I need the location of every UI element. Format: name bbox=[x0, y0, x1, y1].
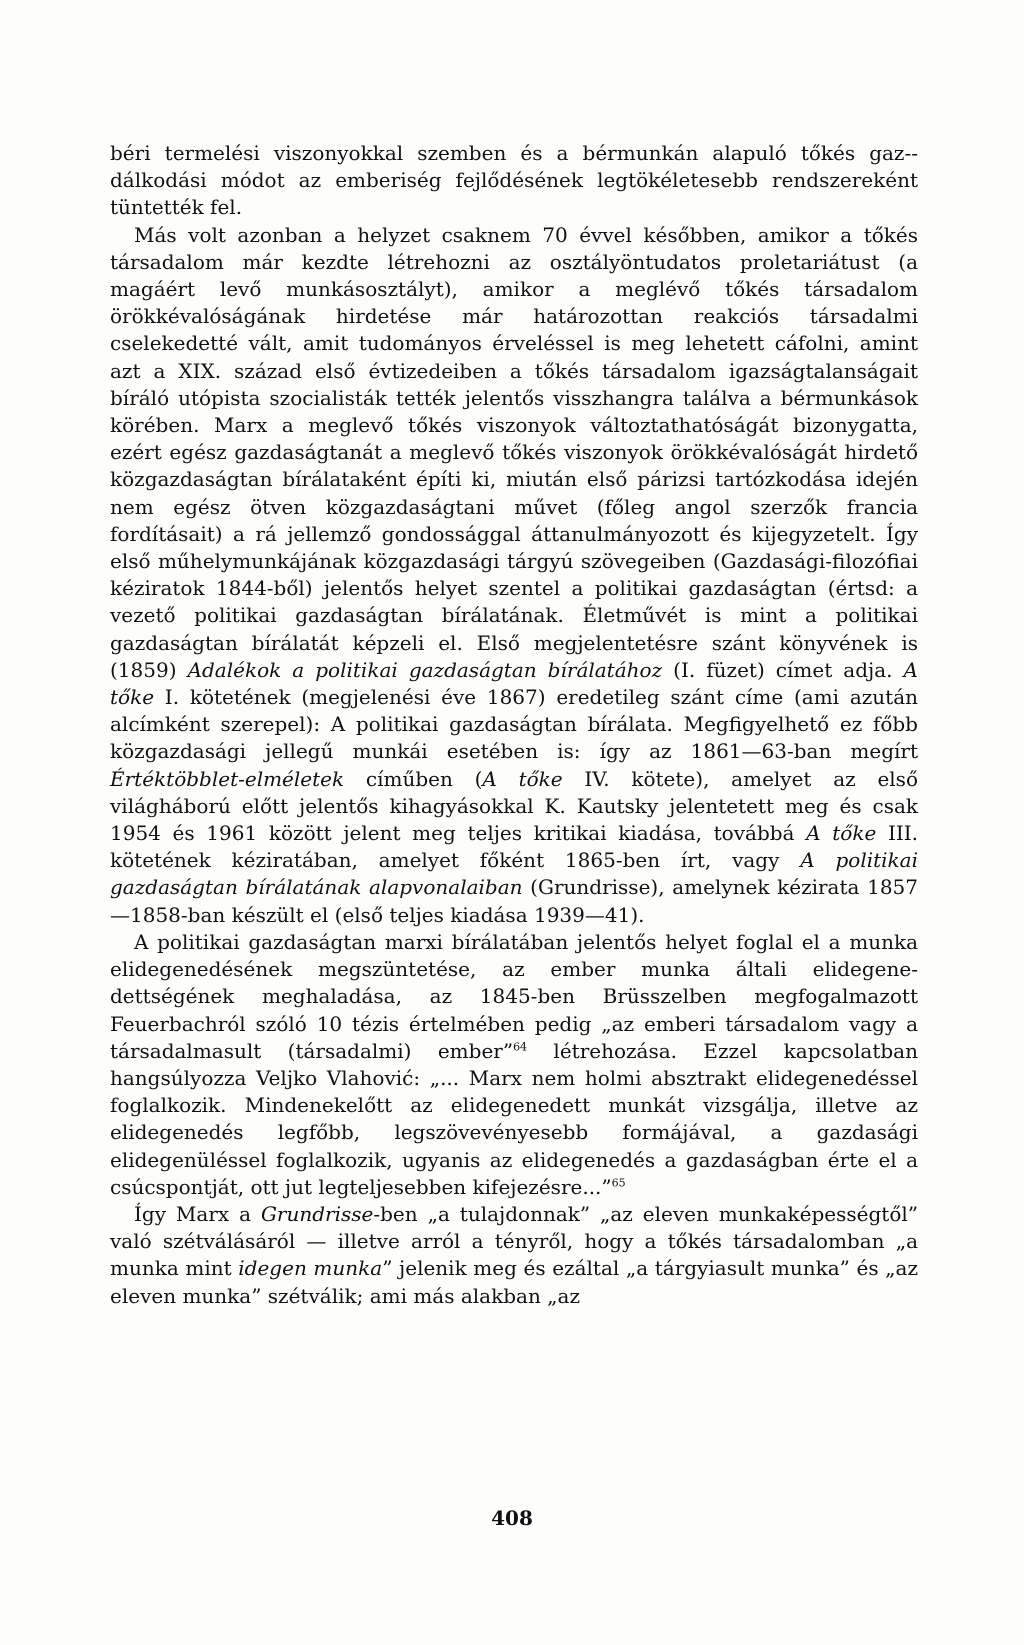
italic-title: A tőke bbox=[110, 657, 918, 710]
italic-title: idegen munka bbox=[238, 1256, 383, 1281]
page-number: 408 bbox=[491, 1506, 533, 1530]
text-run: béri termelési viszonyokkal szemben és a bérmunkán alapuló tőkés gaz-dálkodási módot az emberiség fejlődésének legtökéletesebb rendszereként tüntették fel. bbox=[110, 141, 918, 220]
footnote-reference: 64 bbox=[513, 1040, 528, 1054]
text-run: I. kötetének (megjelenési éve 1867) eredetileg szánt címe (ami azután alcímként szerepel): A politikai gazdaságtan bírálata. Megfigyelhető ez főbb közgazdasági jellegű munkái esetében is: így az 1861—63-ban megírt bbox=[110, 685, 918, 764]
italic-title: A tőke bbox=[482, 766, 563, 791]
paragraph bbox=[110, 222, 918, 929]
text-run: (I. füzet) címet adja. bbox=[662, 657, 904, 682]
italic-title: A tőke bbox=[806, 821, 877, 846]
italic-title: Grundrisse bbox=[260, 1201, 374, 1226]
text-run: címűben ( bbox=[344, 766, 483, 791]
paragraph bbox=[110, 140, 918, 222]
text-run: IV. kötete), amelyet az első világháború előtt jelentős kihagyásokkal K. Kautsky jelentetett meg és csak 1954 és 1961 között jelent meg teljes kritikai kiadása, továbbá bbox=[110, 766, 918, 846]
italic-title: Adalékok a politikai gazdaságtan bírálatához bbox=[187, 657, 663, 682]
text-run: -ben „a tulajdonnak” „az eleven munkaképességtől” való szétválásáról — illetve arról a tényről, hogy a tőkés társadalomban „a munka mint bbox=[110, 1201, 919, 1281]
paragraph bbox=[110, 929, 918, 1201]
text-run: (Grundrisse), amelynek kézirata 1857—1858-ban készült el (első teljes kiadása 1939—41). bbox=[110, 875, 918, 927]
footnote-reference: 65 bbox=[611, 1176, 626, 1190]
italic-title: Értéktöbblet-elméletek bbox=[110, 766, 345, 791]
text-run: létrehozása. Ezzel kapcsolatban hangsúlyozza Veljko Vlahović: „... Marx nem holmi absztrakt elidegenedéssel foglalkozik. Mindenekelőtt az elidegenedett munkát vizsgálja, illetve az elidegenedés legfőbb, legszövevényesebb formájával, a gazdasági elidegenüléssel foglalkozik, ugyanis az elidegenedés a gazdaságban érte el a csúcspontját, ott jut legteljesebben kifejezésre...” bbox=[110, 1038, 918, 1199]
paragraph bbox=[110, 1201, 918, 1310]
text-run: III. kötetének kéziratában, amelyet főként 1865-ben írt, vagy bbox=[110, 821, 918, 873]
body-text bbox=[110, 140, 918, 1310]
text-run: Más volt azonban a helyzet csaknem 70 évvel késő​bben, amikor a tőkés társadalom már kezdte létrehozni az osztályöntudatos proletariátust (a magáért levő munkásosztályt), amikor a meglévő tőkés társadalom örökkévalóságának hirdetése már határozottan reakciós társadalmi cselekedetté vált, amit tudományos érveléssel is meg lehetett cáfolni, amint azt a XIX. század első évtizedeiben a tőkés társadalom igazságtalanságait bíráló utópista szocialisták tették jelentős visszhangra találva a bérmunkások körében. Marx a meglevő tőkés viszonyok változtathatóságát bizonygatta, ezért egész gazdaságtanát a meglevő tőkés viszonyok örökkévalóságát hirdető közgazdaságtan bírálataként építi ki, miután első párizsi tartózkodása idején nem egész ötven közgazdaságtani művet (főleg angol szerzők francia fordításait) a rá jellemző gondossággal áttanulmányozott és kijegyzetelt. Így első műhelymunkájának közgazdasági tárgyú szövegeiben (Gazdasági-filozófiai kéziratok 1844-ből) jelentős helyet szentel a politikai gazdaságtan (értsd: a vezető politikai gazdaságtan bírálatának. Életművét is mint a politikai gazdaságtan bírálatát képzeli el. Első megjelentetésre szánt könyvének is (1859) bbox=[110, 222, 918, 682]
text-run: Így Marx a bbox=[134, 1201, 261, 1226]
italic-title: A politikai gazdaságtan bírálatának alapvonalaiban bbox=[110, 848, 918, 900]
text-run: A politikai gazdaságtan marxi bírálatában jelentős helyet foglal el a munka elidegenedésének megszüntetése, az ember munka általi elidegenedettségének meghaladása, az 1845-ben Brüsszelben megfogalmazott Feuerbachról szóló 10 tézis értelmében pedig „az emberi társadalom vagy a társadalmasult (társadalmi) ember” bbox=[110, 929, 918, 1063]
text-run: ” jelenik meg és ezáltal „a tárgyiasult munka” és „az eleven munka” szétválik; ami más alakban „az bbox=[110, 1256, 919, 1308]
